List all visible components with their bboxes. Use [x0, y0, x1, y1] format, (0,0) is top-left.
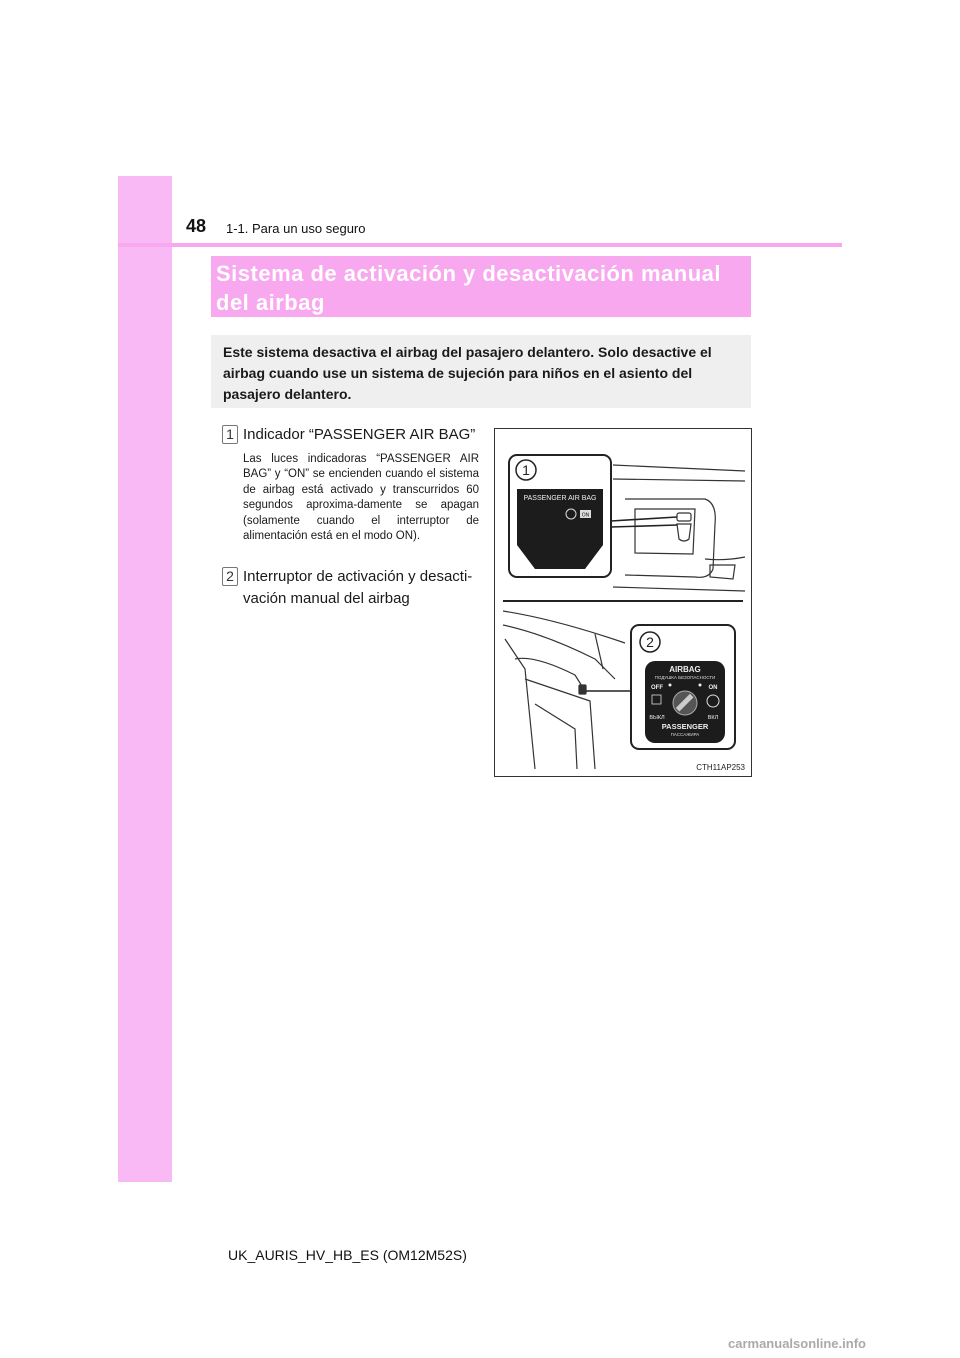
item-title-2: Interruptor de activación y desacti-vación manual del airbag: [243, 568, 473, 607]
section-reference: 1-1. Para un uso seguro: [226, 221, 366, 236]
switch-off-label: OFF: [651, 685, 663, 691]
page-number: 48: [186, 216, 207, 236]
section-title-box: [211, 256, 751, 317]
indicator-callout: [509, 455, 677, 577]
switch-bottom-ru-label: ПАССАЖИРА: [670, 732, 700, 737]
dashboard-drawing: [613, 465, 745, 591]
intro-text: Este sistema desactiva el airbag del pasajero delantero. Solo desactive el airbag cuando use un sistema de sujeción para niños en el asiento del pasajero delantero.: [223, 344, 712, 402]
airbag-illustration: [494, 428, 752, 777]
footer-code: UK_AURIS_HV_HB_ES (OM12M52S): [228, 1247, 467, 1263]
watermark: carmanualsonline.info: [728, 1336, 866, 1351]
indicator-on-label: ON: [581, 512, 590, 519]
switch-on-label: ON: [708, 685, 718, 691]
indicator-label: PASSENGER AIR BAG: [523, 495, 597, 502]
switch-bottom-label: PASSENGER: [661, 722, 709, 731]
item-description-1: Las luces indicadoras “PASSENGER AIR BAG” y “ON” se encienden cuando el sistema de airbag está activado y transcurridos 60 segundos aproxima-damente se apagan (solamente cuando el interruptor de alimentación está en el modo ON).: [243, 453, 479, 543]
header-rule: [118, 243, 842, 247]
section-title: Sistema de activación y desactivación manual del airbag: [216, 261, 721, 315]
side-band: [118, 176, 172, 1182]
glovebox-drawing: [503, 611, 631, 769]
item-title-1: Indicador “PASSENGER AIR BAG”: [243, 426, 476, 443]
switch-top-label: AIRBAG: [669, 665, 701, 674]
switch-callout: [631, 625, 735, 749]
item-number-1: 1: [222, 425, 238, 444]
item-number-2: 2: [222, 567, 238, 586]
callout-2-label: 2: [646, 634, 654, 650]
illustration-code: CTH11AP253: [696, 763, 745, 772]
callout-1-label: 1: [522, 462, 530, 478]
intro-box: [211, 335, 751, 408]
switch-top-ru-label: ПОДУШКА БЕЗОПАСНОСТИ: [654, 675, 716, 680]
switch-on-ru-label: ВКЛ: [707, 715, 719, 721]
switch-off-ru-label: ВЫКЛ: [649, 715, 665, 721]
